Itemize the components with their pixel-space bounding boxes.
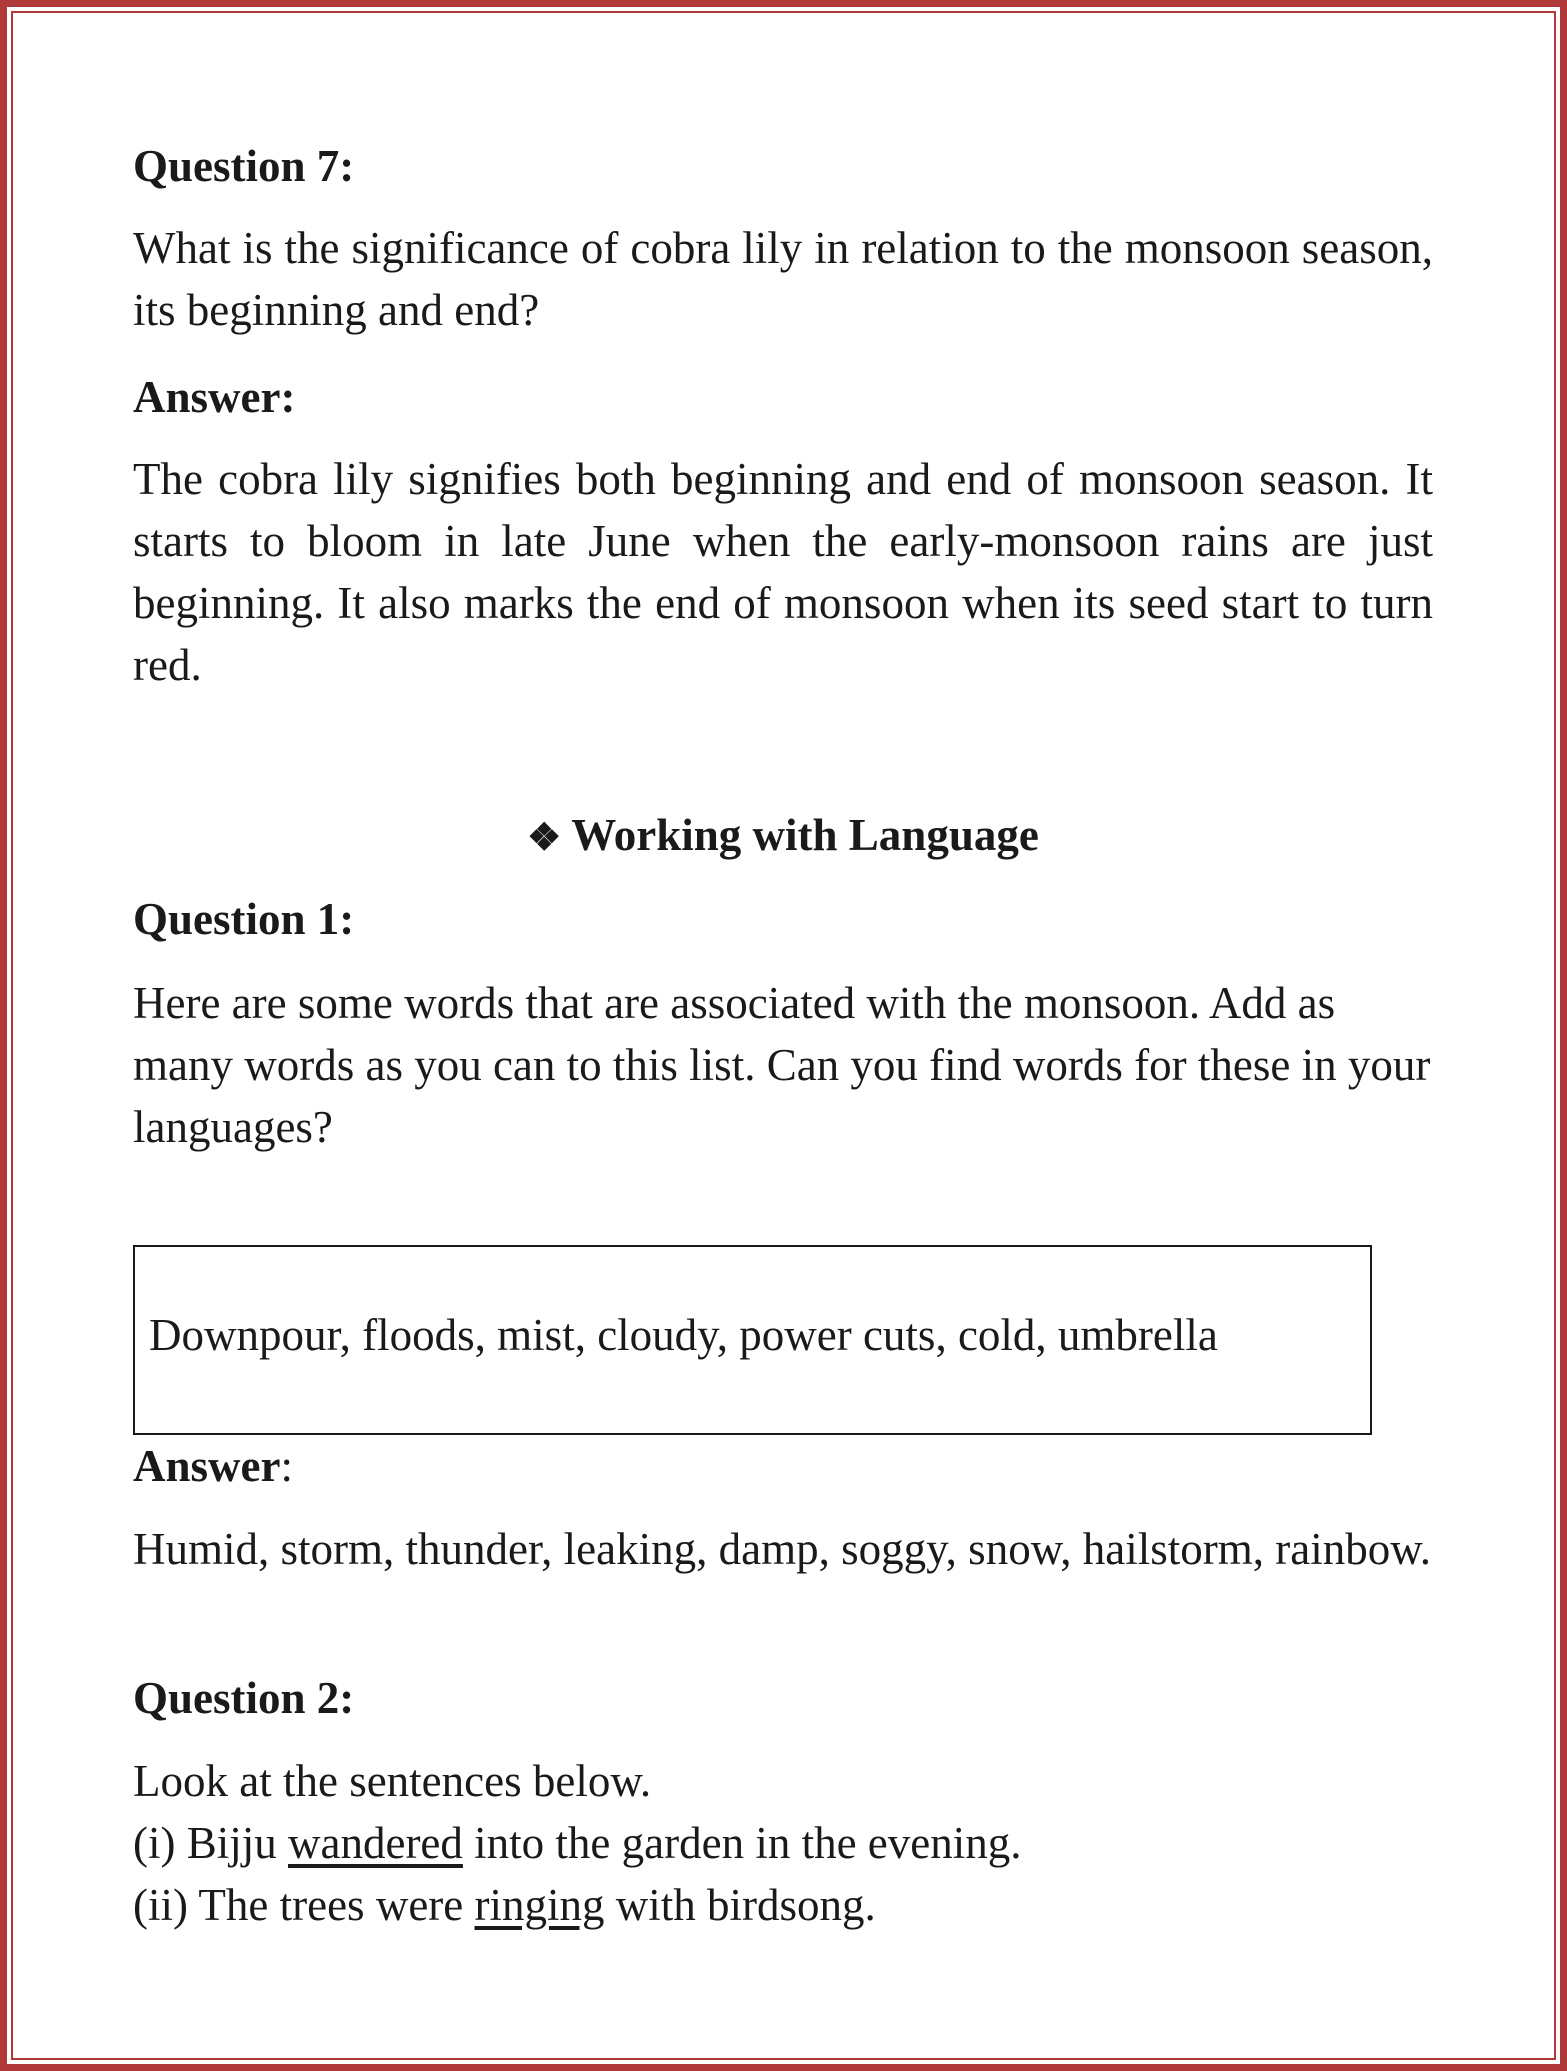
answer-label-colon: : xyxy=(280,1441,293,1491)
sentence-2-prefix: (ii) The trees were xyxy=(133,1880,475,1930)
question-1-answer-label xyxy=(133,1435,293,1497)
question-7-answer-text: The cobra lily signifies both beginning and end of monsoon season. It starts to bloom in late June when the early-monsoon rains are just beginning. It also marks the end of monsoon when its seed start to turn red. xyxy=(133,454,1433,690)
question-2-intro: Look at the sentences below. xyxy=(133,1756,652,1806)
diamond-bullet-icon: ❖ xyxy=(527,817,562,859)
question-2-sentence-2 xyxy=(133,1874,876,1936)
section-title: Working with Language xyxy=(571,810,1039,860)
question-7-heading: Question 7: xyxy=(133,141,355,191)
answer-label-text: Answer xyxy=(133,1441,281,1491)
sentence-2-underlined-word: ringing xyxy=(474,1880,605,1930)
question-7-answer-label: Answer: xyxy=(133,372,296,422)
sentence-1-underlined-word: wandered xyxy=(288,1818,463,1868)
sentence-1-prefix: (i) Bijju xyxy=(133,1818,288,1868)
question-7-text: What is the significance of cobra lily in relation to the monsoon season, its beginning and end? xyxy=(133,223,1433,335)
word-list-box xyxy=(133,1245,1372,1435)
question-1-answer-text: Humid, storm, thunder, leaking, damp, soggy, snow, hailstorm, rainbow. xyxy=(133,1524,1432,1574)
question-2-sentence-1 xyxy=(133,1812,1022,1874)
sentence-2-suffix: with birdsong. xyxy=(604,1880,876,1930)
question-1-heading: Question 1: xyxy=(133,894,355,944)
question-2-heading: Question 2: xyxy=(133,1673,355,1723)
section-heading xyxy=(133,804,1433,869)
word-list-text: Downpour, floods, mist, cloudy, power cuts, cold, umbrella xyxy=(149,1310,1218,1360)
sentence-1-suffix: into the garden in the evening. xyxy=(462,1818,1022,1868)
question-1-text: Here are some words that are associated with the monsoon. Add as many words as you can to this list. Can you find words for these in your languages? xyxy=(133,978,1431,1152)
